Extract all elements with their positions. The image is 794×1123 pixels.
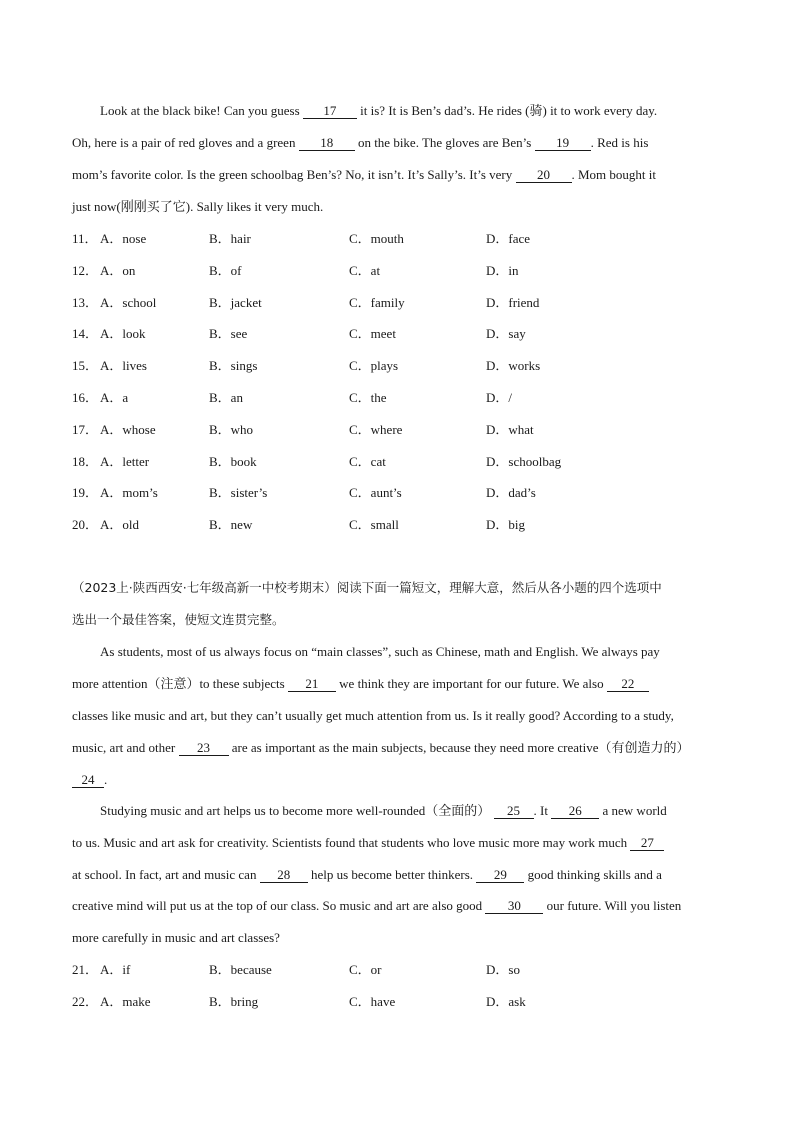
- question-row: [72, 421, 732, 439]
- text: . Red is his: [590, 135, 649, 150]
- question-number: 20．: [72, 517, 99, 533]
- option-c[interactable]: C．at: [349, 262, 381, 278]
- question-row: [72, 389, 732, 407]
- question-number: 22．: [72, 994, 99, 1009]
- passage2-line-4: [72, 739, 690, 757]
- question-number: 11．: [72, 231, 98, 246]
- text: a new world: [602, 803, 667, 818]
- option-a[interactable]: A．if: [100, 962, 131, 977]
- option-d[interactable]: D．friend: [486, 294, 540, 310]
- question-row: [72, 230, 732, 248]
- passage1-line-1: [100, 102, 657, 120]
- text: more attention（注意）to these subjects: [72, 676, 285, 691]
- text: . Mom bought it: [571, 167, 657, 182]
- passage2-line-3: classes like music and art, but they can’t usually get much attention from us. Is it really good? According to a study,: [72, 708, 674, 723]
- blank-23: 23: [179, 740, 229, 756]
- question-number: 17．: [72, 421, 99, 437]
- question-row: [72, 325, 732, 343]
- question-row: [72, 993, 732, 1011]
- option-d[interactable]: D．say: [486, 326, 526, 342]
- blank-24: 24: [72, 772, 104, 788]
- text: help us become better thinkers.: [310, 867, 474, 882]
- question-number: 14．: [72, 326, 99, 342]
- option-b[interactable]: B．new: [209, 517, 253, 533]
- passage2-line-2: [72, 675, 649, 693]
- passage2-line-1: As students, most of us always focus on “main classes”, such as Chinese, math and English. We always pay: [100, 644, 660, 659]
- option-c[interactable]: C．meet: [349, 326, 396, 342]
- option-d[interactable]: D．in: [486, 262, 519, 278]
- text: it is? It is Ben’s dad’s. He rides (骑) it to work every day.: [360, 103, 658, 118]
- blank-17: 17: [303, 103, 357, 119]
- text: to us. Music and art ask for creativity. Scientists found that students who love music more may work much: [72, 835, 628, 850]
- option-d[interactable]: D．/: [486, 390, 513, 405]
- option-d[interactable]: D．so: [486, 962, 520, 977]
- option-c[interactable]: C．aunt’s: [349, 485, 402, 501]
- option-c[interactable]: C．family: [349, 294, 405, 310]
- question-number: 16．: [72, 390, 99, 405]
- option-d[interactable]: D．face: [486, 231, 531, 246]
- text: our future. Will you listen: [546, 898, 682, 913]
- option-a[interactable]: A．a: [100, 390, 129, 405]
- option-c[interactable]: C．the: [349, 390, 387, 405]
- question-number: 15．: [72, 358, 99, 374]
- option-c[interactable]: C．plays: [349, 358, 399, 374]
- option-a[interactable]: A．school: [100, 294, 157, 310]
- section2-heading-line-2: 选出一个最佳答案，使短文连贯完整。: [72, 612, 285, 627]
- option-b[interactable]: B．an: [209, 390, 243, 405]
- option-a[interactable]: A．whose: [100, 421, 156, 437]
- blank-21: 21: [288, 676, 336, 692]
- text: music, art and other: [72, 740, 176, 755]
- question-row: [72, 262, 732, 280]
- blank-27: 27: [630, 835, 664, 851]
- question-row: [72, 484, 732, 502]
- option-c[interactable]: C．mouth: [349, 231, 404, 246]
- question-row: [72, 294, 732, 312]
- option-b[interactable]: B．see: [209, 326, 248, 342]
- text: at school. In fact, art and music can: [72, 867, 257, 882]
- text: are as important as the main subjects, because they need more creative（有创造力的）: [231, 740, 690, 755]
- text: Oh, here is a pair of red gloves and a green: [72, 135, 296, 150]
- blank-25: 25: [494, 803, 534, 819]
- option-d[interactable]: D．big: [486, 517, 526, 533]
- option-a[interactable]: A．mom’s: [100, 485, 158, 501]
- passage1-line-2: [72, 134, 648, 152]
- blank-28: 28: [260, 867, 308, 883]
- option-d[interactable]: D．dad’s: [486, 485, 536, 501]
- text: Look at the black bike! Can you guess: [100, 103, 300, 118]
- text: on the bike. The gloves are Ben’s: [357, 135, 532, 150]
- question-row: [72, 516, 732, 534]
- option-b[interactable]: B．sings: [209, 358, 258, 374]
- option-c[interactable]: C．have: [349, 994, 396, 1009]
- text: creative mind will put us at the top of our class. So music and art are also good: [72, 898, 483, 913]
- text: mom’s favorite color. Is the green schoolbag Ben’s? No, it isn’t. It’s Sally’s. It’s very: [72, 167, 513, 182]
- passage2-line-8: [72, 866, 662, 884]
- option-a[interactable]: A．letter: [100, 453, 150, 469]
- option-c[interactable]: C．where: [349, 421, 403, 437]
- blank-29: 29: [476, 867, 524, 883]
- option-d[interactable]: D．ask: [486, 994, 526, 1009]
- option-b[interactable]: B．book: [209, 453, 257, 469]
- option-b[interactable]: B．bring: [209, 994, 259, 1009]
- text: Studying music and art helps us to become more well-rounded（全面的）: [100, 803, 491, 818]
- passage2-line-10: more carefully in music and art classes?: [72, 930, 280, 945]
- option-a[interactable]: A．old: [100, 517, 140, 533]
- passage1-line-3: [72, 166, 656, 184]
- blank-20: 20: [516, 167, 572, 183]
- passage1-line-4: [72, 198, 323, 216]
- option-a[interactable]: A．nose: [100, 231, 147, 246]
- option-b[interactable]: B．who: [209, 421, 254, 437]
- question-row: [72, 453, 732, 471]
- blank-18: 18: [299, 135, 355, 151]
- text: just now(刚刚买了它). Sally likes it very much.: [72, 199, 324, 214]
- blank-26: 26: [551, 803, 599, 819]
- option-b[interactable]: B．jacket: [209, 294, 262, 310]
- passage2-line-6: [100, 802, 667, 820]
- passage2-line-5: [72, 771, 107, 789]
- text: we think they are important for our future. We also: [339, 676, 604, 691]
- blank-19: 19: [535, 135, 591, 151]
- option-d[interactable]: D．what: [486, 421, 534, 437]
- question-number: 19．: [72, 485, 99, 501]
- blank-22: 22: [607, 676, 649, 692]
- option-d[interactable]: D．schoolbag: [486, 453, 562, 469]
- option-b[interactable]: B．sister’s: [209, 485, 268, 501]
- option-a[interactable]: A．look: [100, 326, 146, 342]
- option-a[interactable]: A．make: [100, 994, 151, 1009]
- question-row: [72, 961, 732, 979]
- passage2-line-7: [72, 834, 664, 852]
- question-number: 21．: [72, 962, 99, 977]
- text: .: [104, 772, 108, 787]
- text: . It: [533, 803, 548, 818]
- question-number: 12．: [72, 262, 99, 278]
- text: good thinking skills and a: [527, 867, 662, 882]
- option-d[interactable]: D．works: [486, 358, 541, 374]
- option-b[interactable]: B．hair: [209, 231, 251, 246]
- question-number: 18．: [72, 453, 99, 469]
- option-a[interactable]: A．lives: [100, 358, 147, 374]
- option-c[interactable]: C．small: [349, 517, 399, 533]
- question-row: [72, 357, 732, 375]
- option-c[interactable]: C．cat: [349, 453, 386, 469]
- blank-30: 30: [485, 898, 543, 914]
- question-number: 13．: [72, 294, 99, 310]
- option-b[interactable]: B．of: [209, 262, 242, 278]
- option-a[interactable]: A．on: [100, 262, 136, 278]
- option-c[interactable]: C．or: [349, 962, 382, 977]
- passage2-line-9: [72, 897, 681, 915]
- option-b[interactable]: B．because: [209, 962, 272, 977]
- section2-heading-line-1: （2023上·陕西西安·七年级高新一中校考期末）阅读下面一篇短文，理解大意，然后从各小题的四个选项中: [72, 580, 662, 595]
